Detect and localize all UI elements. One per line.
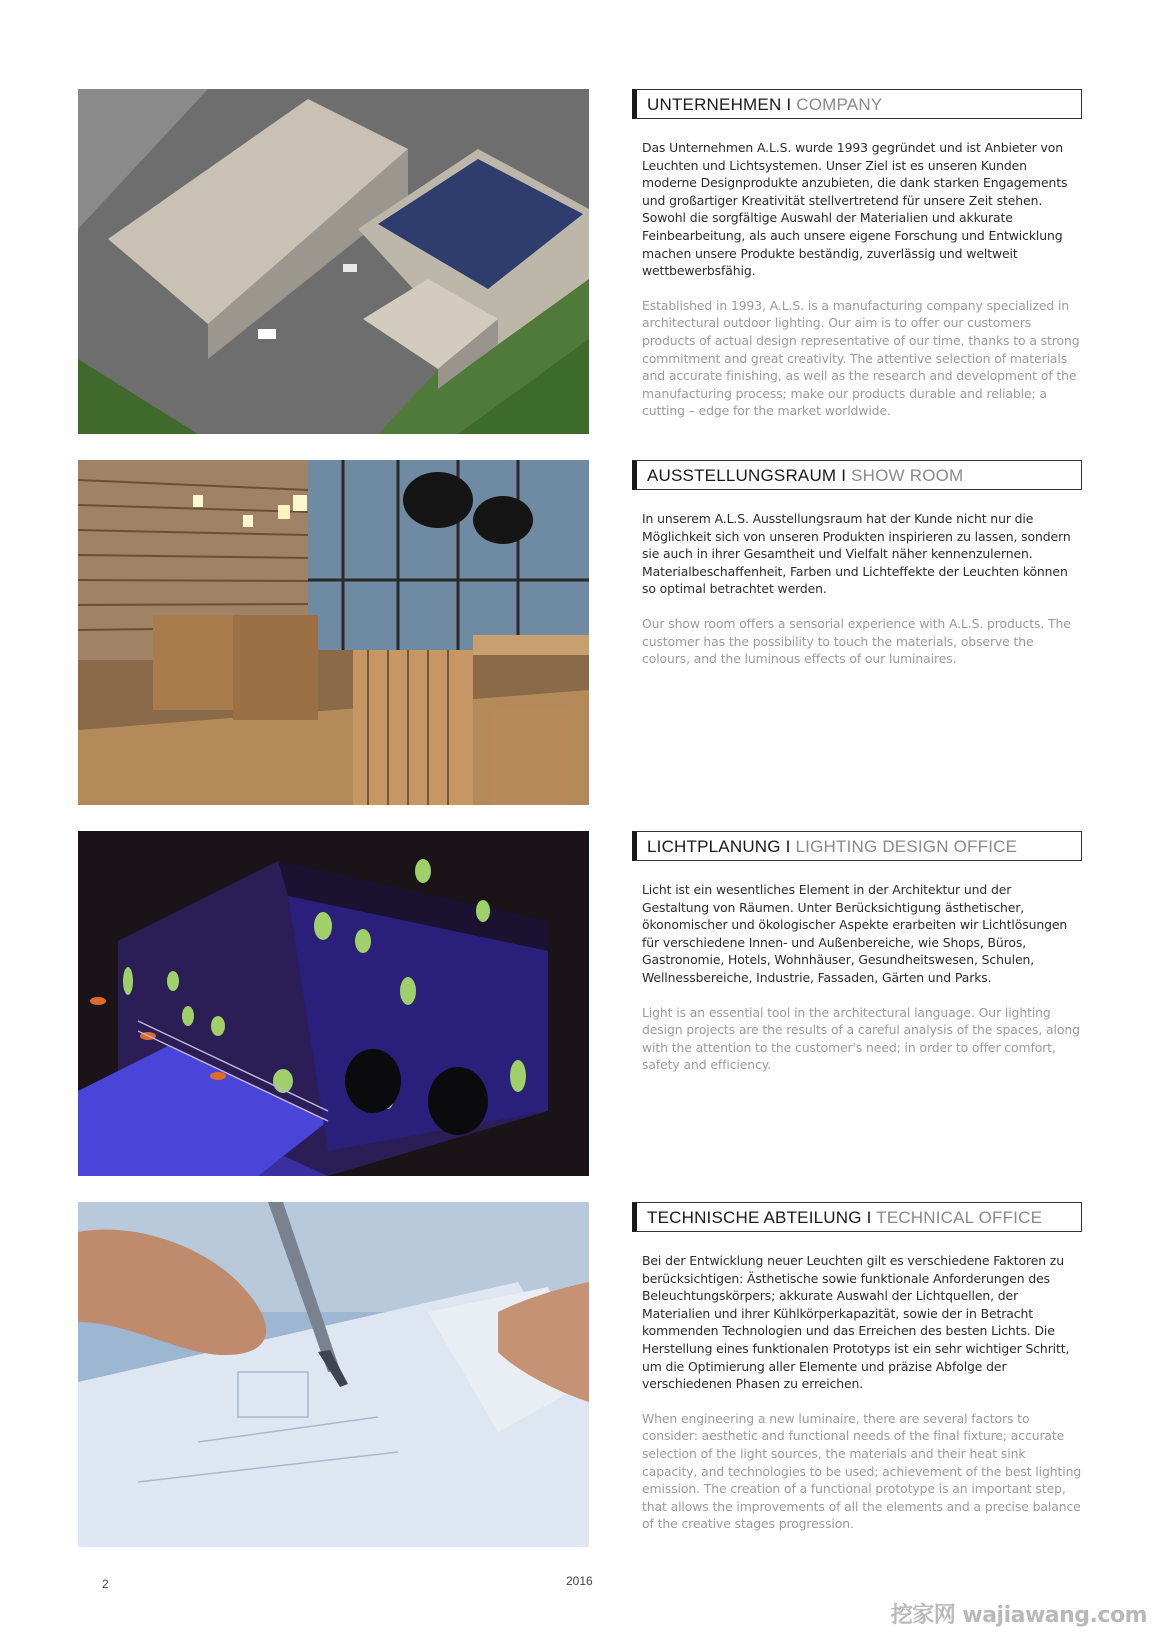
company-section — [632, 89, 1082, 420]
footer-year: 2016 — [566, 1574, 593, 1588]
lighting-design-text-de: Licht ist ein wesentliches Element in der Architektur und der Gestaltung von Räumen. Unter Berücksichtigung ästhetischer, ökonomischer und ökologischer Aspekte erarbeiten wir Lichtlösungen für verschiedene Innen- und Außenbereiche, wie Shops, Büros, Gastronomie, Hotels, Wohnhäuser, Gesundheitswesen, Schulen, Wellnessbereiche, Industrie, Fassaden, Gärten und Parks. — [642, 882, 1068, 985]
heading-en: SHOW ROOM — [851, 466, 964, 485]
heading-separator: I — [785, 837, 791, 856]
heading-separator: I — [841, 466, 847, 485]
technical-office-text-de: Bei der Entwicklung neuer Leuchten gilt es verschiedene Faktoren zu berücksichtigen: Ästhetische sowie funktionale Anforderungen des Beleuchtungskörpers; akkurate Auswahl der Lichtquellen, der Materialien und ihrer Kühlkörperkapazität, sowie der in Betracht kommenden Technologien und das Erreichen des besten Lichts. Die Herstellung eines funktionalen Prototyps ist ein sehr wichtiger Schritt, um die Optimierung aller Elemente und präzise Abfolge der verschiedenen Phasen zu erreichen. — [642, 1253, 1070, 1392]
lighting-design-text-en: Light is an essential tool in the architectural language. Our lighting design projects are the results of a careful analysis of the spaces, along with the attention to the customer's need; in order to offer comfort, safety and efficiency. — [642, 1004, 1080, 1073]
page-number: 2 — [102, 1577, 109, 1591]
company-factory-aerial-photo — [78, 89, 589, 434]
showroom-photo — [78, 460, 589, 805]
showroom-text-en: Our show room offers a sensorial experience with A.L.S. products. The customer has the possibility to touch the materials, observe the colours, and the luminous effects of our luminaires. — [642, 615, 1071, 667]
technical-office-text-en: When engineering a new luminaire, there are several factors to consider: aesthetic and functional needs of the final fixture; accurate selection of the light sources, the materials and their heat sink capacity, and technologies to be used; achievement of the best lighting emission. The creation of a functional prototype is an important step, that allows the improvements of all the elements and a precise balance of the creative stages progression. — [642, 1410, 1082, 1532]
heading-separator: I — [786, 95, 792, 114]
technical-drawing-photo — [78, 1202, 589, 1547]
heading-de: TECHNISCHE ABTEILUNG — [647, 1208, 862, 1227]
heading-de: AUSSTELLUNGSRAUM — [647, 466, 837, 485]
heading-de: LICHTPLANUNG — [647, 837, 781, 856]
company-text-en: Established in 1993, A.L.S. is a manufacturing company specialized in architectural outdoor lighting. Our aim is to offer our customers products of actual design representative of our time, thanks to a strong commitment and great creativity. The attentive selection of materials and accurate finishing, as well as the research and development of the manufacturing process; make our products durable and reliable; a cutting – edge for the market worldwide. — [642, 297, 1080, 419]
company-text-de: Das Unternehmen A.L.S. wurde 1993 gegründet und ist Anbieter von Leuchten und Lichtsystemen. Unser Ziel ist es unseren Kunden moderne Designprodukte anzubieten, die dank starken Engagements und großartiger Kreativität stellvertretend für unsere Zeit stehen. Sowohl die sorgfältige Auswahl der Materialien und akkurate Feinbearbeitung, als auch unsere eigene Forschung und Entwicklung machen unsere Produkte beständig, zuverlässig und weltweit wettbewerbsfähig. — [642, 140, 1068, 279]
lighting-design-section — [632, 831, 1082, 1074]
technical-office-heading — [632, 1202, 1082, 1232]
showroom-section — [632, 460, 1082, 668]
lighting-design-heading — [632, 831, 1082, 861]
watermark: 挖家网 wajiawang.com — [890, 1603, 1147, 1628]
technical-office-section — [632, 1202, 1082, 1533]
heading-en: LIGHTING DESIGN OFFICE — [795, 837, 1018, 856]
showroom-text-de: In unserem A.L.S. Ausstellungsraum hat der Kunde nicht nur die Möglichkeit sich von unseren Produkten inspirieren zu lassen, sondern sie auch in ihrer Gesamtheit und Vielfalt näher kennenzulernen. Materialbeschaffenheit, Farben und Lichteffekte der Leuchten können so optimal betrachtet werden. — [642, 511, 1071, 597]
heading-en: TECHNICAL OFFICE — [876, 1208, 1043, 1227]
heading-de: UNTERNEHMEN — [647, 95, 782, 114]
showroom-heading — [632, 460, 1082, 490]
heading-en: COMPANY — [796, 95, 883, 114]
company-heading — [632, 89, 1082, 119]
heading-separator: I — [866, 1208, 872, 1227]
lighting-design-render — [78, 831, 589, 1176]
